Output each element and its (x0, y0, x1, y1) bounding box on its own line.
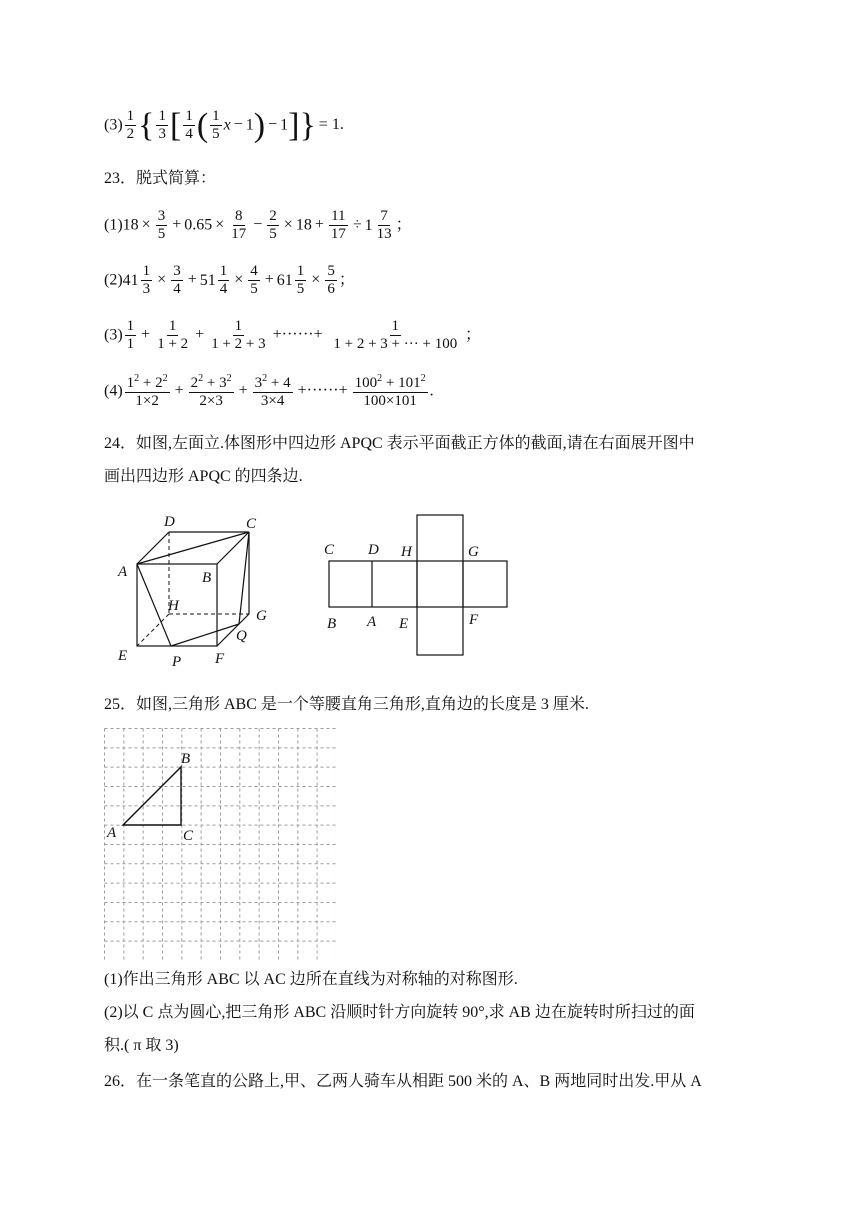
q23-part2-label: (2) (104, 271, 123, 289)
q23-part1-end: ； (395, 216, 412, 234)
cube-label-E: E (118, 648, 128, 664)
cube-label-A: A (118, 564, 128, 580)
grid-label-B: B (181, 751, 191, 767)
q23-part1-label: (1) (104, 216, 123, 234)
net-label-G: G (468, 544, 479, 560)
net-label-F: F (469, 612, 479, 628)
net-label-H: H (401, 544, 412, 560)
cube-label-B: B (202, 570, 212, 586)
q24-line1: 24．如图,左面立.体图形中四边形 APQC 表示平面截正方体的截面,请在右面展开图中 (104, 435, 695, 452)
q24-line2: 画出四边形 APQC 的四条边. (104, 468, 303, 485)
q23-part4-end: . (429, 382, 434, 400)
q23-part3: (3) $\frac{1}{1}$ + $\frac{1}{1 + 2}$ + $\frac{1}{1 + 2 + 3}$ +······+ $\frac{1}{1 + 2 + 3 + \cdot\cdot\cdot + 100}$ ； (104, 318, 481, 353)
q22-part3-label: (3) (104, 116, 123, 134)
q23-part2-end: ； (338, 271, 355, 289)
q25-sub2-line1: (2)以 C 点为圆心,把三角形 ABC 沿顺时针方向旋转 90°,求 AB 边在旋转时所扫过的面 (104, 1004, 695, 1021)
cube-label-F: F (215, 651, 225, 667)
q22-part3: (3) $\frac{1}{2}$ { $\frac{1}{3}$ [ $\frac{1}{4}$ ( $\frac{1}{5}$ x − 1) − 1]} = 1. (104, 106, 344, 144)
net-label-E: E (399, 616, 409, 632)
q24-text (104, 427, 754, 493)
q23-part4-label: (4) (104, 382, 123, 400)
cube-label-C: C (246, 516, 257, 532)
cube-label-G: G (256, 608, 267, 624)
q26-line1: 26．在一条笔直的公路上,甲、乙两人骑车从相距 500 米的 A、B 两地同时出发.甲从 A (104, 1073, 702, 1090)
q23-part2: (2)41 $\frac{1}{3}$ × $\frac{3}{4}$ + 51 $\frac{1}{4}$ × $\frac{4}{5}$ + 61 $\frac{1}{5}$ × $\frac{5}{6}$ ； (104, 263, 355, 298)
q22-part3-result: = 1. (318, 116, 344, 134)
net-label-C: C (324, 542, 335, 558)
cube-label-P: P (172, 654, 182, 670)
q23-title: 23．脱式简算： (104, 170, 217, 187)
cube-net-figure (318, 510, 518, 660)
q23-part3-label: (3) (104, 326, 123, 344)
net-label-D: D (368, 542, 379, 558)
q25-sub1: (1)作出三角形 ABC 以 AC 边所在直线为对称轴的对称图形. (104, 971, 518, 988)
grid-label-A: A (107, 825, 117, 841)
q25-line1: 25．如图,三角形 ABC 是一个等腰直角三角形,直角边的长度是 3 厘米. (104, 696, 589, 713)
net-label-A: A (367, 614, 377, 630)
net-label-B: B (327, 616, 337, 632)
q23-part4: (4) $\frac{1^2 + 2^2}{1\times 2}$ + $\frac{2^2 + 3^2}{2\times 3}$ + $\frac{3^2 + 4}{3\times 4}$ +······+ $\frac{100^2 + 101^2}{100\times 101}$ . (104, 373, 434, 410)
cube-label-Q: Q (236, 628, 247, 644)
cube-label-H: H (168, 598, 179, 614)
q25-subquestions (104, 963, 754, 1062)
q23-part1: (1)18 × $\frac{3}{5}$ + 0.65 × $\frac{8}{17}$ − $\frac{2}{5}$ × 18 + $\frac{11}{17}$ ÷ 1 $\frac{7}{13}$ ； (104, 208, 412, 243)
q25-sub2-line2: 积.( π 取 3) (104, 1037, 179, 1054)
cube-label-D: D (164, 514, 175, 530)
grid-figure (104, 728, 336, 960)
cube-figure (112, 510, 282, 670)
grid-label-C: C (183, 828, 194, 844)
q23-part3-end: ； (464, 326, 481, 344)
